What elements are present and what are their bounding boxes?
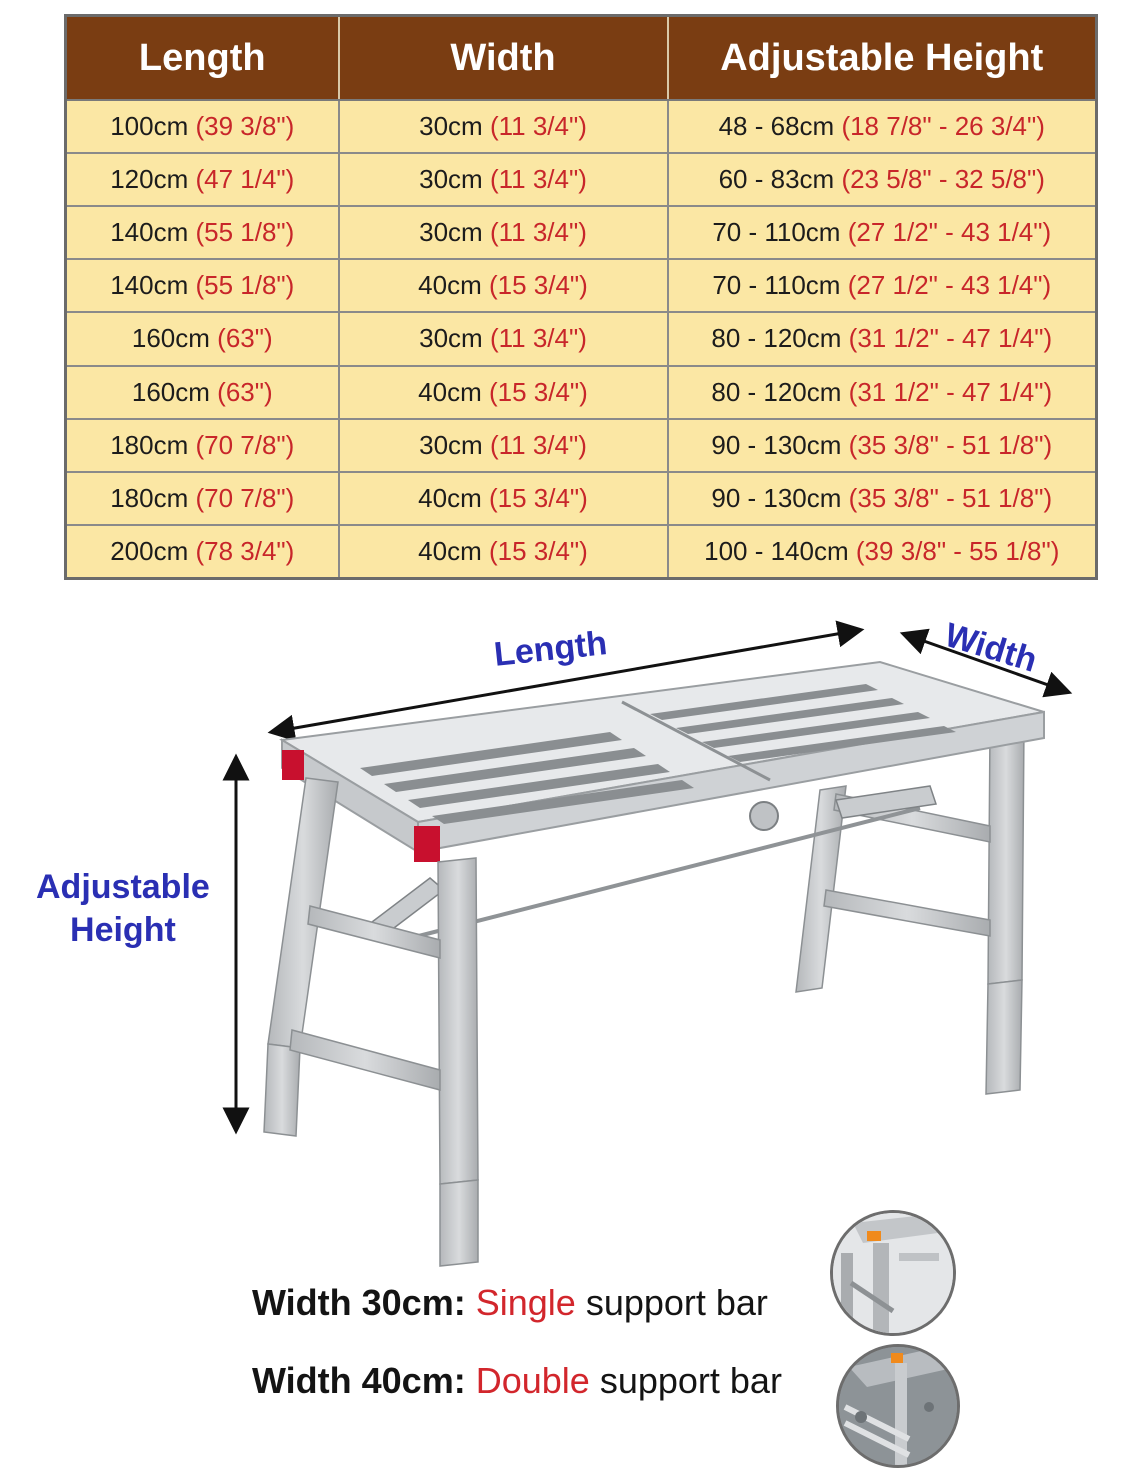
cell-adjustable-height: [668, 419, 1097, 472]
cell-length: [66, 312, 339, 365]
cell-length-metric: 160cm: [131, 323, 210, 354]
cell-width-imperial: (15 3/4"): [488, 270, 588, 301]
cell-length: [66, 525, 339, 579]
cell-length-metric: 120cm: [110, 164, 189, 195]
table-row: [66, 525, 1097, 579]
cell-length-imperial: (70 7/8"): [195, 429, 295, 460]
workbench-illustration: [0, 590, 1148, 1470]
cell-adjustable-height-imperial: (27 1/2" - 43 1/4"): [847, 217, 1052, 248]
support-note-30cm: [252, 1282, 768, 1324]
cell-length-metric: 180cm: [110, 482, 189, 513]
cell-adjustable-height: [668, 259, 1097, 312]
cell-adjustable-height-imperial: (18 7/8" - 26 3/4"): [841, 111, 1045, 142]
note-highlight: Double: [475, 1360, 590, 1401]
cell-width-metric: 40cm: [418, 270, 482, 301]
cell-length-metric: 140cm: [110, 270, 189, 301]
cell-width-metric: 30cm: [419, 111, 483, 142]
cell-adjustable-height-metric: 90 - 130cm: [711, 429, 842, 460]
table-row: [66, 419, 1097, 472]
table-row: [66, 100, 1097, 153]
workbench-top: [282, 662, 1044, 862]
far-legs: [796, 726, 1024, 1094]
cell-length-imperial: (39 3/8"): [195, 111, 295, 142]
cell-adjustable-height-imperial: (35 3/8" - 51 1/8"): [848, 429, 1053, 460]
cell-length: [66, 153, 339, 206]
cell-width-imperial: (11 3/4"): [489, 217, 587, 248]
cell-width-metric: 40cm: [418, 535, 482, 566]
cell-adjustable-height: [668, 312, 1097, 365]
height-label-line2: Height: [70, 910, 176, 949]
table-row: [66, 153, 1097, 206]
cell-adjustable-height-imperial: (23 5/8" - 32 5/8"): [841, 164, 1045, 195]
cell-width: [339, 366, 668, 419]
cell-width-imperial: (11 3/4"): [489, 323, 587, 354]
cell-width-imperial: (15 3/4"): [488, 376, 588, 407]
table-row: [66, 206, 1097, 259]
table-row: [66, 366, 1097, 419]
cell-width-metric: 30cm: [419, 429, 483, 460]
cell-width-metric: 30cm: [419, 164, 483, 195]
note-rest: support bar: [599, 1360, 782, 1401]
cell-width-imperial: (15 3/4"): [488, 482, 588, 513]
product-diagram: [0, 590, 1148, 1470]
note-highlight: Single: [475, 1282, 576, 1323]
cell-adjustable-height-metric: 80 - 120cm: [711, 323, 842, 354]
cell-length-metric: 160cm: [131, 376, 210, 407]
cell-width: [339, 206, 668, 259]
cell-width-imperial: (11 3/4"): [489, 429, 587, 460]
cell-length: [66, 419, 339, 472]
cell-width: [339, 100, 668, 153]
spec-table: [64, 14, 1098, 580]
table-header-row: [66, 16, 1097, 101]
cell-width-imperial: (15 3/4"): [488, 535, 588, 566]
double-support-bar-photo: [836, 1344, 960, 1468]
cell-adjustable-height: [668, 472, 1097, 525]
table-row: [66, 472, 1097, 525]
cell-width: [339, 472, 668, 525]
cell-adjustable-height-metric: 80 - 120cm: [711, 376, 842, 407]
cell-adjustable-height-metric: 100 - 140cm: [704, 535, 849, 566]
note-rest: support bar: [585, 1282, 768, 1323]
cell-length-imperial: (63"): [217, 376, 273, 407]
single-support-bar-photo: [830, 1210, 956, 1336]
cell-adjustable-height: [668, 525, 1097, 579]
cell-length-metric: 200cm: [110, 535, 189, 566]
cell-adjustable-height-metric: 60 - 83cm: [718, 164, 835, 195]
header-length: Length: [66, 16, 339, 101]
cell-width-metric: 30cm: [419, 323, 483, 354]
cell-length-imperial: (70 7/8"): [195, 482, 295, 513]
cell-length-imperial: (55 1/8"): [195, 217, 295, 248]
cell-length: [66, 259, 339, 312]
cell-adjustable-height-metric: 48 - 68cm: [718, 111, 835, 142]
cell-length-imperial: (47 1/4"): [195, 164, 295, 195]
table-row: [66, 312, 1097, 365]
cell-adjustable-height: [668, 366, 1097, 419]
note-label: Width 30cm:: [252, 1282, 466, 1323]
cell-length-metric: 180cm: [110, 429, 189, 460]
height-label-line1: Adjustable: [36, 868, 210, 906]
cell-adjustable-height-metric: 70 - 110cm: [712, 270, 841, 301]
cell-length-metric: 100cm: [110, 111, 189, 142]
cell-width: [339, 153, 668, 206]
cell-adjustable-height-metric: 70 - 110cm: [712, 217, 841, 248]
cell-length-imperial: (78 3/4"): [195, 535, 295, 566]
width-label: Width: [940, 615, 1042, 680]
height-label: [36, 866, 210, 951]
cell-length: [66, 100, 339, 153]
cell-width-metric: 40cm: [418, 376, 482, 407]
cell-length-metric: 140cm: [110, 217, 189, 248]
cell-adjustable-height: [668, 100, 1097, 153]
cell-width: [339, 312, 668, 365]
cell-adjustable-height-imperial: (31 1/2" - 47 1/4"): [848, 323, 1053, 354]
near-legs: [264, 778, 478, 1266]
cell-width-imperial: (11 3/4"): [489, 164, 587, 195]
cell-length-imperial: (63"): [217, 323, 273, 354]
cell-adjustable-height: [668, 153, 1097, 206]
end-cap: [414, 826, 440, 862]
cell-length: [66, 206, 339, 259]
cell-width-imperial: (11 3/4"): [489, 111, 587, 142]
support-note-40cm: [252, 1360, 782, 1402]
header-adjustable-height: Adjustable Height: [668, 16, 1097, 101]
cell-width-metric: 30cm: [419, 217, 483, 248]
cell-adjustable-height-imperial: (35 3/8" - 51 1/8"): [848, 482, 1053, 513]
cell-width: [339, 259, 668, 312]
cell-adjustable-height-imperial: (27 1/2" - 43 1/4"): [847, 270, 1052, 301]
cell-width-metric: 40cm: [418, 482, 482, 513]
cell-length: [66, 472, 339, 525]
cell-adjustable-height-imperial: (39 3/8" - 55 1/8"): [855, 535, 1060, 566]
cell-adjustable-height-imperial: (31 1/2" - 47 1/4"): [848, 376, 1053, 407]
cell-adjustable-height: [668, 206, 1097, 259]
end-cap: [282, 750, 304, 780]
cell-length-imperial: (55 1/8"): [195, 270, 295, 301]
header-width: Width: [339, 16, 668, 101]
cell-width: [339, 419, 668, 472]
table-row: [66, 259, 1097, 312]
cell-adjustable-height-metric: 90 - 130cm: [711, 482, 842, 513]
length-label: Length: [492, 624, 609, 674]
cell-width: [339, 525, 668, 579]
note-label: Width 40cm:: [252, 1360, 466, 1401]
cell-length: [66, 366, 339, 419]
